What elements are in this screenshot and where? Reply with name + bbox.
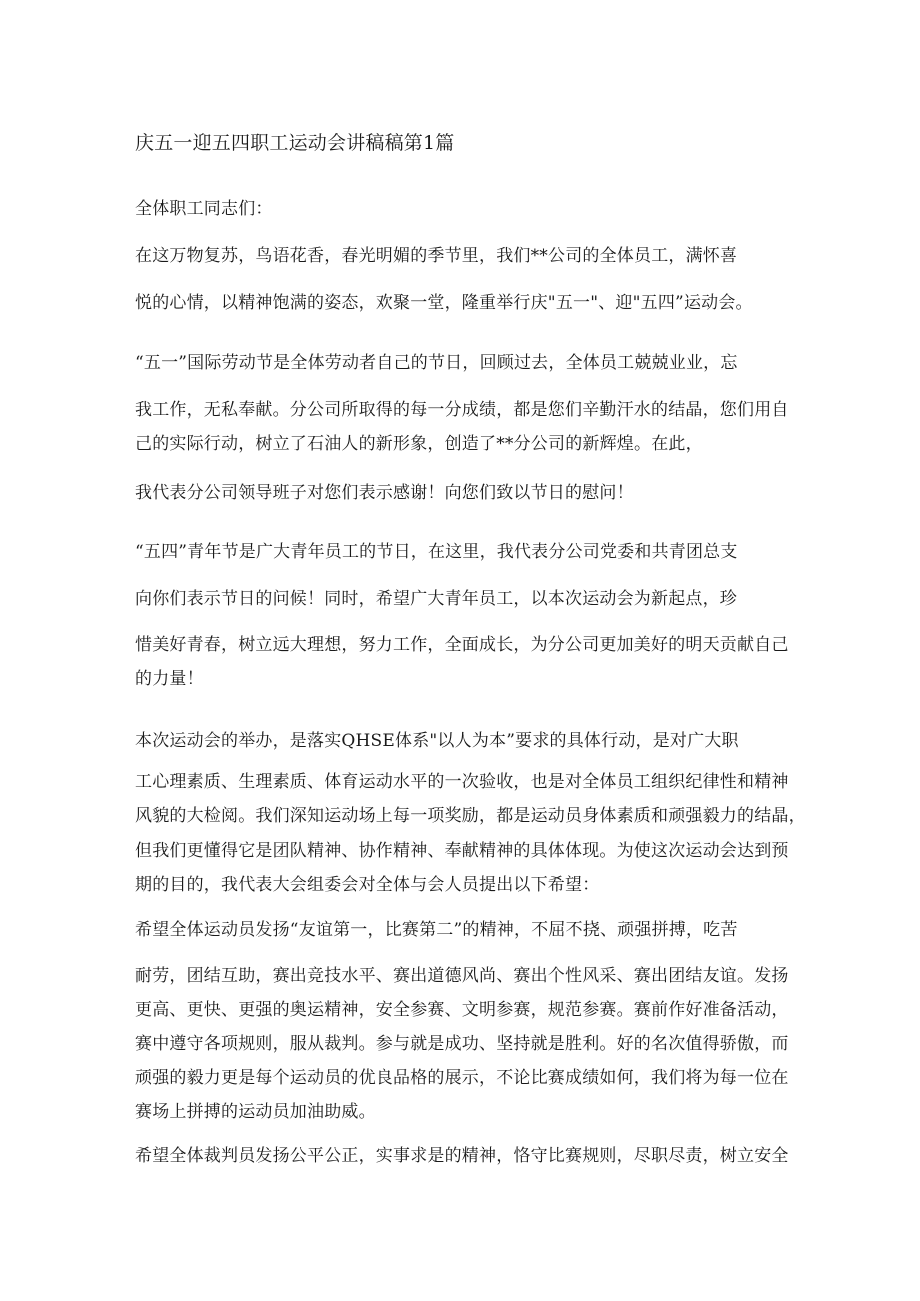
paragraph-line: 我代表分公司领导班子对您们表示感谢！向您们致以节日的慰问！ [135,483,634,503]
paragraph-line: 本次运动会的举办，是落实QHSE体系"以人为本”要求的具体行动，是对广大职 [135,731,739,751]
paragraph-line: 风貌的大检阅。我们深知运动场上每一项奖励，都是运动员身体素质和顽强毅力的结晶， [135,806,806,826]
paragraph-line: 希望全体运动员发扬“友谊第一，比赛第二”的精神，不屈不挠、顽强拼搏，吃苦 [135,920,738,940]
paragraph-line: 悦的心情，以精神饱满的姿态，欢聚一堂，隆重举行庆"五一"、迎"五四”运动会。 [135,293,753,313]
document-title: 庆五一迎五四职工运动会讲稿稿第1篇 [135,132,455,154]
paragraph-line: 耐劳，团结互助，赛出竞技水平、赛出道德风尚、赛出个性风采、赛出团结友谊。发扬 [135,966,789,986]
paragraph-line: 工心理素质、生理素质、体育运动水平的一次验收，也是对全体员工组织纪律性和精神 [135,772,789,792]
paragraph-line: 己的实际行动，树立了石油人的新形象，创造了**分公司的新辉煌。在此， [135,434,703,454]
paragraph-line: 的力量！ [135,669,204,689]
paragraph-line: 期的目的，我代表大会组委会对全体与会人员提出以下希望： [135,875,600,895]
paragraph-line: 我工作，无私奉献。分公司所取得的每一分成绩，都是您们辛勤汗水的结晶，您们用自 [135,400,789,420]
paragraph-line: 希望全体裁判员发扬公平公正，实事求是的精神，恪守比赛规则，尽职尽责，树立安全 [135,1146,789,1166]
paragraph-line: 惜美好青春，树立远大理想，努力工作，全面成长，为分公司更加美好的明天贡献自己 [135,635,789,655]
paragraph-line: “五四”青年节是广大青年员工的节日，在这里，我代表分公司党委和共青团总支 [135,542,738,562]
paragraph-line: 赛中遵守各项规则，服从裁判。参与就是成功、坚持就是胜利。好的名次值得骄傲，而 [135,1034,789,1054]
paragraph-line: 顽强的毅力更是每个运动员的优良品格的展示，不论比赛成绩如何，我们将为每一位在 [135,1068,789,1088]
paragraph-line: 更高、更快、更强的奥运精神，安全参赛、文明参赛，规范参赛。赛前作好准备活动， [135,1000,789,1020]
paragraph-line: 向你们表示节日的问候！同时，希望广大青年员工，以本次运动会为新起点，珍 [135,589,737,609]
paragraph-line: 但我们更懂得它是团队精神、协作精神、奉献精神的具体体现。为使这次运动会达到预 [135,841,789,861]
paragraph-line: 赛场上拼搏的运动员加油助威。 [135,1102,376,1122]
paragraph-line: “五一”国际劳动节是全体劳动者自己的节日，回顾过去，全体员工兢兢业业，忘 [135,353,738,373]
paragraph-line: 在这万物复苏，鸟语花香，春光明媚的季节里，我们**公司的全体员工，满怀喜 [135,246,738,266]
salutation-line: 全体职工同志们： [135,199,273,219]
